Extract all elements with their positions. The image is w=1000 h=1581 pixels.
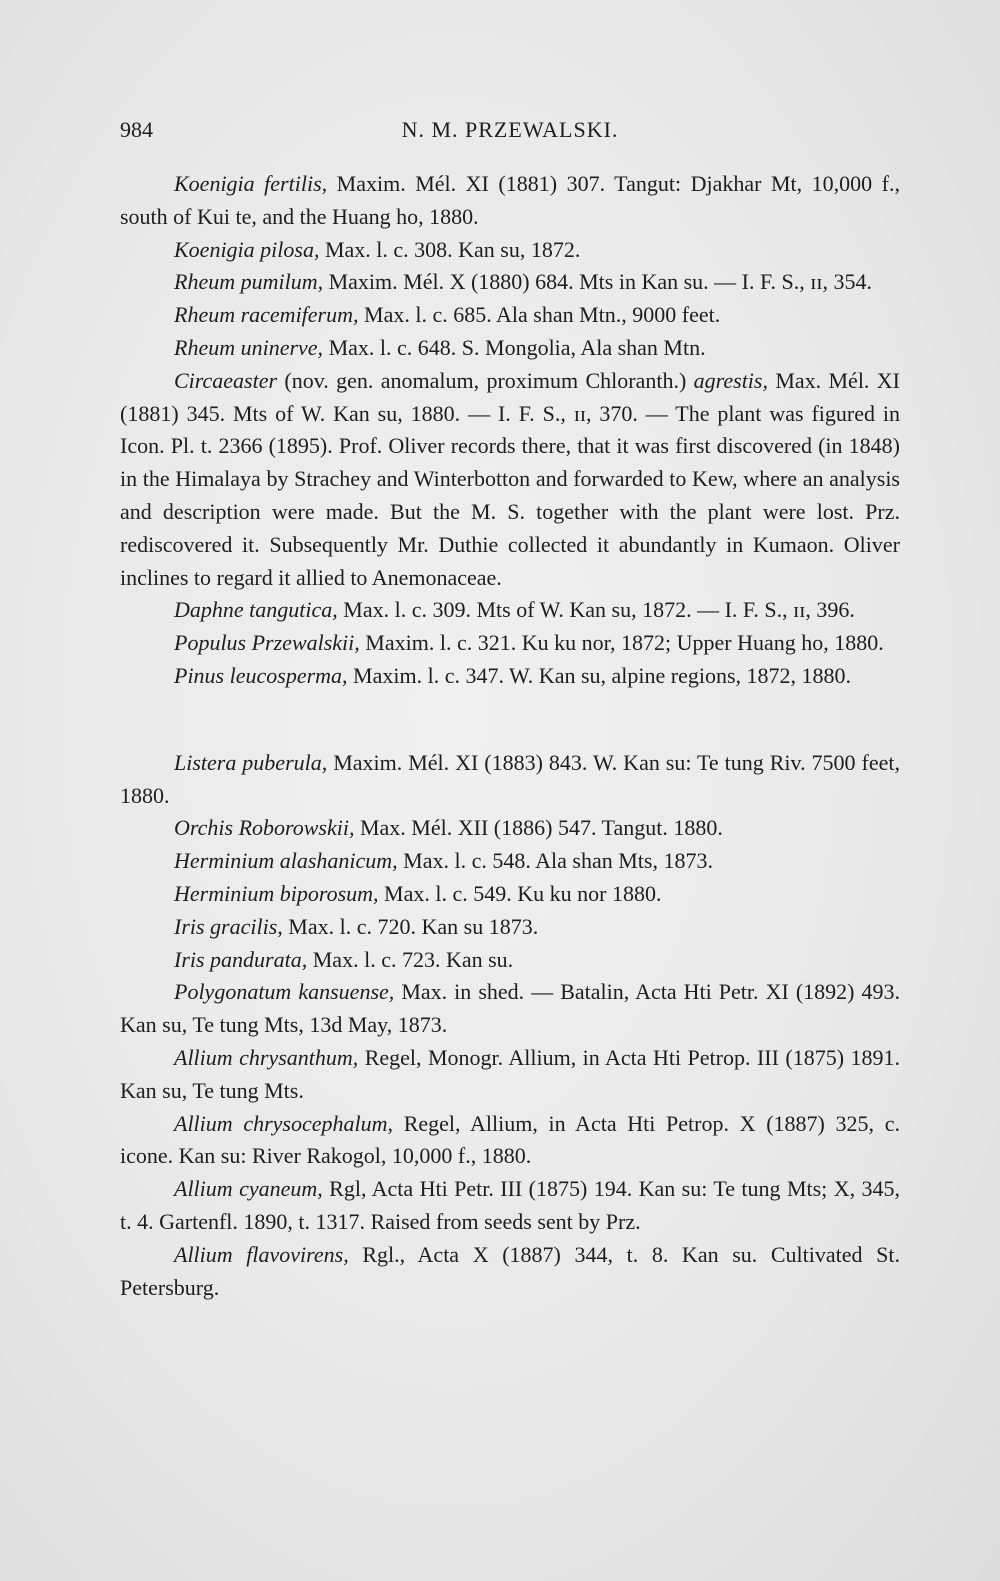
species-entry [120, 1239, 900, 1305]
entry-citation: Max. l. c. 548. Ala shan Mts, 1873. [397, 848, 713, 874]
species-name: Daphne tangutica, [174, 597, 338, 623]
species-entry [120, 944, 900, 977]
species-entry [120, 878, 900, 911]
entry-citation: Maxim. l. c. 321. Ku ku nor, 1872; Upper Huang ho, 1880. [359, 630, 884, 656]
species-entry [120, 594, 900, 627]
species-name: Allium chrysocephalum, [174, 1110, 394, 1136]
entry-citation: Maxim. l. c. 347. W. Kan su, alpine regions, 1872, 1880. [347, 662, 852, 688]
entry-citation: Maxim. Mél. X (1880) 684. Mts in Kan su. — I. F. S., ɪɪ, 354. [323, 269, 872, 295]
species-entry [120, 845, 900, 878]
species-entry [120, 1108, 900, 1174]
species-entry [120, 976, 900, 1042]
entry-citation: (nov. gen. anomalum, proximum Chloranth.) [277, 367, 694, 393]
entry-citation-continued: Max. Mél. XI (1881) 345. Mts of W. Kan su, 1880. — I. F. S., ɪɪ, 370. — The plant was figured in Icon. Pl. t. 2366 (1895). Prof. Oliver records there, that it was first discovered (in 1848) in the Himalaya by Strachey and Winterbotton and forwarded to Kew, where an analysis and description were made. But the M. S. together with the plant were lost. Prz. rediscovered it. Subsequently Mr. Duthie collected it abundantly in Kumaon. Oliver inclines to regard it allied to Anemonaceae. [120, 367, 900, 590]
species-entry [120, 299, 900, 332]
entry-citation: Max. l. c. 720. Kan su 1873. [282, 913, 539, 939]
body-text [120, 168, 900, 1304]
species-entry [120, 266, 900, 299]
entry-citation: Max. Mél. XII (1886) 547. Tangut. 1880. [354, 815, 723, 841]
species-entry [120, 1042, 900, 1108]
entry-citation: Maxim. Mél. XI (1881) 307. Tangut: Djakhar Mt, 10,000 f., south of Kui te, and the Huang ho, 1880. [120, 171, 900, 229]
species-name: Allium flavovirens, [174, 1241, 349, 1267]
entry-citation: Maxim. Mél. XI (1883) 843. W. Kan su: Te tung Riv. 7500 feet, 1880. [120, 749, 900, 808]
entry-citation: Regel, Allium, in Acta Hti Petrop. X (1887) 325, c. icone. Kan su: River Rakogol, 10,000 f., 1880. [120, 1110, 900, 1169]
species-name: Herminium biporosum, [174, 880, 379, 906]
species-entry [120, 911, 900, 944]
entry-citation: Rgl, Acta Hti Petr. III (1875) 194. Kan su: Te tung Mts; X, 345, t. 4. Gartenfl. 1890, t. 1317. Raised from seeds sent by Prz. [120, 1176, 900, 1234]
species-name: Orchis Roborowskii, [174, 815, 355, 841]
species-name: Circaeaster [174, 367, 278, 393]
species-entry [120, 365, 900, 595]
species-name: Iris pandurata, [174, 946, 308, 972]
species-name: Populus Przewalskii, [174, 630, 360, 656]
entry-citation: Max. l. c. 549. Ku ku nor 1880. [378, 880, 662, 906]
species-name: Herminium alashanicum, [174, 848, 398, 874]
species-name: Rheum pumilum, [174, 269, 324, 295]
species-entry [120, 234, 900, 267]
species-name: Iris gracilis, [174, 913, 283, 939]
species-name: Koenigia pilosa, [174, 236, 320, 262]
species-name: Koenigia fertilis, [174, 171, 328, 196]
species-entry [120, 332, 900, 365]
species-entry [120, 660, 900, 693]
species-name: Polygonatum kansuense, [174, 979, 395, 1005]
entry-citation: Max. in shed. — Batalin, Acta Hti Petr. XI (1892) 493. Kan su, Te tung Mts, 13d May, 1873. [120, 979, 901, 1038]
entry-citation: Max. l. c. 648. S. Mongolia, Ala shan Mtn. [323, 334, 706, 360]
species-entry [120, 747, 900, 813]
species-name: Allium chrysanthum, [174, 1044, 359, 1070]
page-header [120, 117, 900, 151]
species-name: Listera puberula, [174, 749, 328, 775]
species-name: Rheum uninerve, [174, 334, 324, 360]
entry-citation: Max. l. c. 723. Kan su. [307, 946, 514, 972]
running-head: N. M. PRZEWALSKI. [401, 117, 619, 142]
entry-citation: Regel, Monogr. Allium, in Acta Hti Petrop. III (1875) 1891. Kan su, Te tung Mts. [120, 1044, 900, 1103]
species-entry [120, 812, 900, 845]
entry-citation: Max. l. c. 685. Ala shan Mtn., 9000 feet. [358, 302, 721, 328]
species-name: Allium cyaneum, [174, 1176, 323, 1202]
species-entry [120, 168, 900, 234]
species-name: Pinus leucosperma, [174, 662, 348, 688]
species-entry [120, 1173, 900, 1239]
entry-citation: Rgl., Acta X (1887) 344, t. 8. Kan su. Cultivated St. Petersburg. [120, 1241, 901, 1300]
page-number: 984 [120, 117, 153, 142]
species-name: Rheum racemiferum, [174, 302, 359, 328]
entry-citation: Max. l. c. 308. Kan su, 1872. [319, 236, 581, 262]
species-entry [120, 627, 900, 660]
entry-citation: Max. l. c. 309. Mts of W. Kan su, 1872. — I. F. S., ɪɪ, 396. [337, 597, 855, 623]
species-epithet: agrestis, [693, 367, 768, 393]
